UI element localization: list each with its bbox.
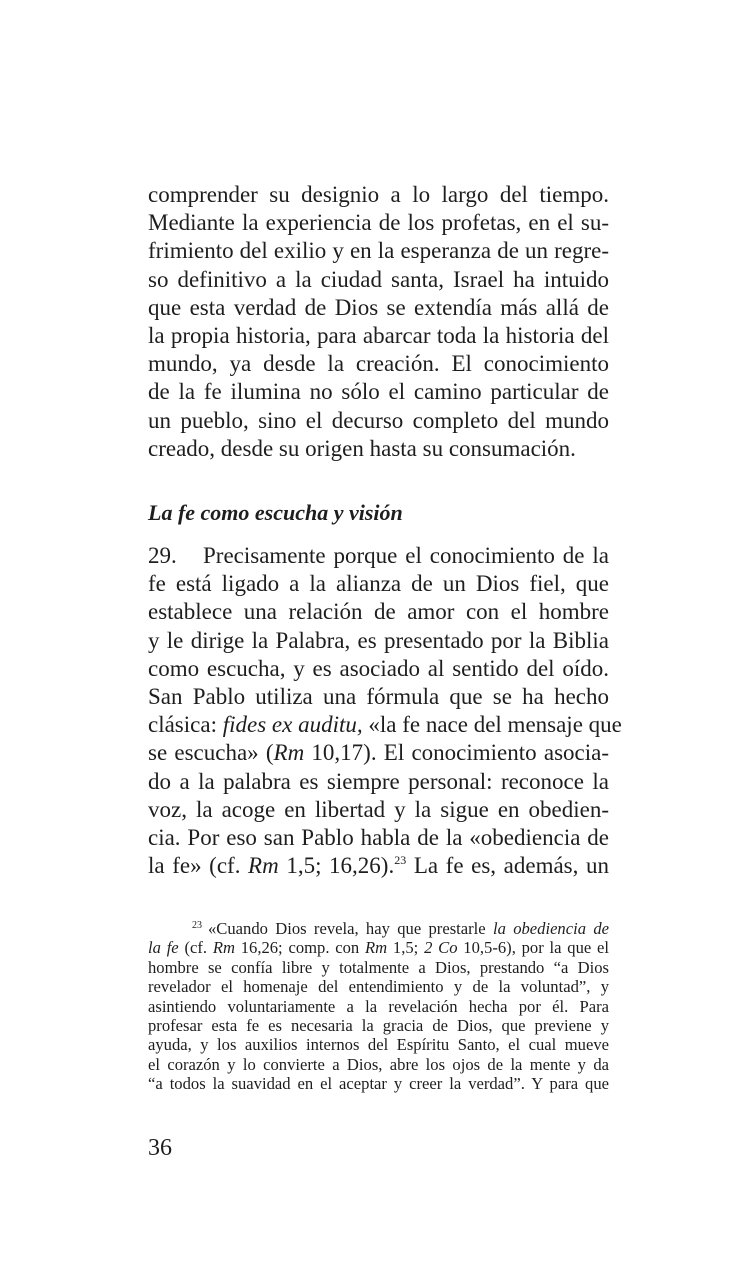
section-heading: La fe como escucha y visión: [148, 500, 403, 525]
text-line: Mediante la experiencia de los profetas, en el su-: [148, 210, 609, 236]
body-paragraph: [148, 542, 622, 880]
paragraph-number: 29.: [148, 543, 177, 568]
text-line: como escucha, y es asociado al sentido del oído.: [148, 655, 609, 681]
page-number: 36: [148, 1135, 172, 1161]
text-line: que esta verdad de Dios se extendía más allá de: [148, 294, 609, 320]
text-span: «Cuando Dios revela, hay que prestarle: [208, 919, 493, 938]
footnote-line: [148, 919, 609, 938]
text-span: Precisamente porque el conocimiento de la: [203, 543, 609, 568]
text-span: La fe es, además, un: [406, 853, 609, 879]
text-line: [148, 711, 622, 739]
text-line: creado, desde su origen hasta su consumación.: [148, 435, 576, 461]
book-abbrev: Rm: [212, 938, 235, 958]
text-line: [148, 542, 609, 570]
footnote-line: profesar esta fe es necesaria la gracia de Dios, que previene y: [148, 1016, 609, 1036]
text-span: se escucha» (: [148, 740, 274, 766]
body-paragraph: [148, 181, 609, 463]
text-span: 10,5-6), por la que el: [457, 938, 610, 958]
text-span: 16,26; comp. con: [234, 938, 365, 958]
paragraph-continuation: [148, 181, 609, 463]
text-span: «la fe nace del mensaje que: [362, 712, 622, 738]
footnote-number: 23: [192, 920, 202, 931]
footnote-line: asintiendo voluntariamente a la revelación hecha por él. Para: [148, 996, 609, 1016]
footnote-23: [148, 919, 609, 1094]
italic-span: la obediencia de: [492, 919, 609, 938]
text-span: 1,5;: [387, 938, 425, 958]
footnote-line: “a todos la suavidad en el aceptar y creer la verdad”. Y para que: [148, 1074, 609, 1094]
text-span: 10,17). El conocimiento asocia-: [304, 740, 609, 766]
text-span: la fe» (cf.: [148, 853, 249, 879]
book-abbrev: 2 Co: [424, 938, 458, 958]
text-line: San Pablo utiliza una fórmula que se ha hecho: [148, 684, 609, 710]
text-line: cia. Por eso san Pablo habla de la «obediencia de: [148, 825, 609, 851]
italic-span: la fe: [148, 938, 179, 958]
text-line: [148, 852, 609, 880]
text-line: do a la palabra es siempre personal: reconoce la: [148, 768, 609, 794]
latin-quote: fides ex auditu,: [222, 712, 363, 738]
footnote-line: el corazón y lo convierte a Dios, abre los ojos de la mente y da: [148, 1054, 609, 1074]
footnote-reference[interactable]: 23: [394, 853, 407, 868]
text-line: mundo, ya desde la creación. El conocimiento: [148, 351, 609, 377]
text-span: (cf.: [178, 938, 213, 958]
text-line: la propia historia, para abarcar toda la historia del: [148, 323, 609, 349]
book-abbrev: Rm: [365, 938, 388, 958]
footnote-line: ayuda, y los auxilios internos del Espíritu Santo, el cual mueve: [148, 1035, 609, 1055]
footnote-line: hombre se confía libre y totalmente a Dios, prestando “a Dios: [148, 957, 609, 977]
text-line: comprender su designio a lo largo del tiempo.: [148, 182, 609, 207]
text-span: 1,5; 16,26).: [278, 853, 395, 879]
text-line: de la fe ilumina no sólo el camino particular de: [148, 379, 609, 405]
paragraph-29: [148, 542, 622, 880]
text-line: [148, 739, 609, 767]
text-line: voz, la acoge en libertad y la sigue en obedien-: [148, 796, 609, 822]
text-line: establece una relación de amor con el hombre: [148, 599, 609, 625]
footnote-line: revelador el homenaje del entendimiento y de la voluntad”, y: [148, 977, 609, 997]
text-line: y le dirige la Palabra, es presentado por la Biblia: [148, 627, 609, 653]
text-line: fe está ligado a la alianza de un Dios fiel, que: [148, 571, 609, 597]
book-abbrev: Rm: [248, 853, 279, 879]
footnote-line: [148, 938, 609, 957]
text-span: clásica:: [148, 712, 223, 738]
text-line: frimiento del exilio y en la esperanza de un regre-: [148, 238, 609, 264]
book-abbrev: Rm: [273, 740, 305, 766]
text-line: so definitivo a la ciudad santa, Israel ha intuido: [148, 266, 609, 292]
text-line: un pueblo, sino el decurso completo del mundo: [148, 407, 609, 433]
